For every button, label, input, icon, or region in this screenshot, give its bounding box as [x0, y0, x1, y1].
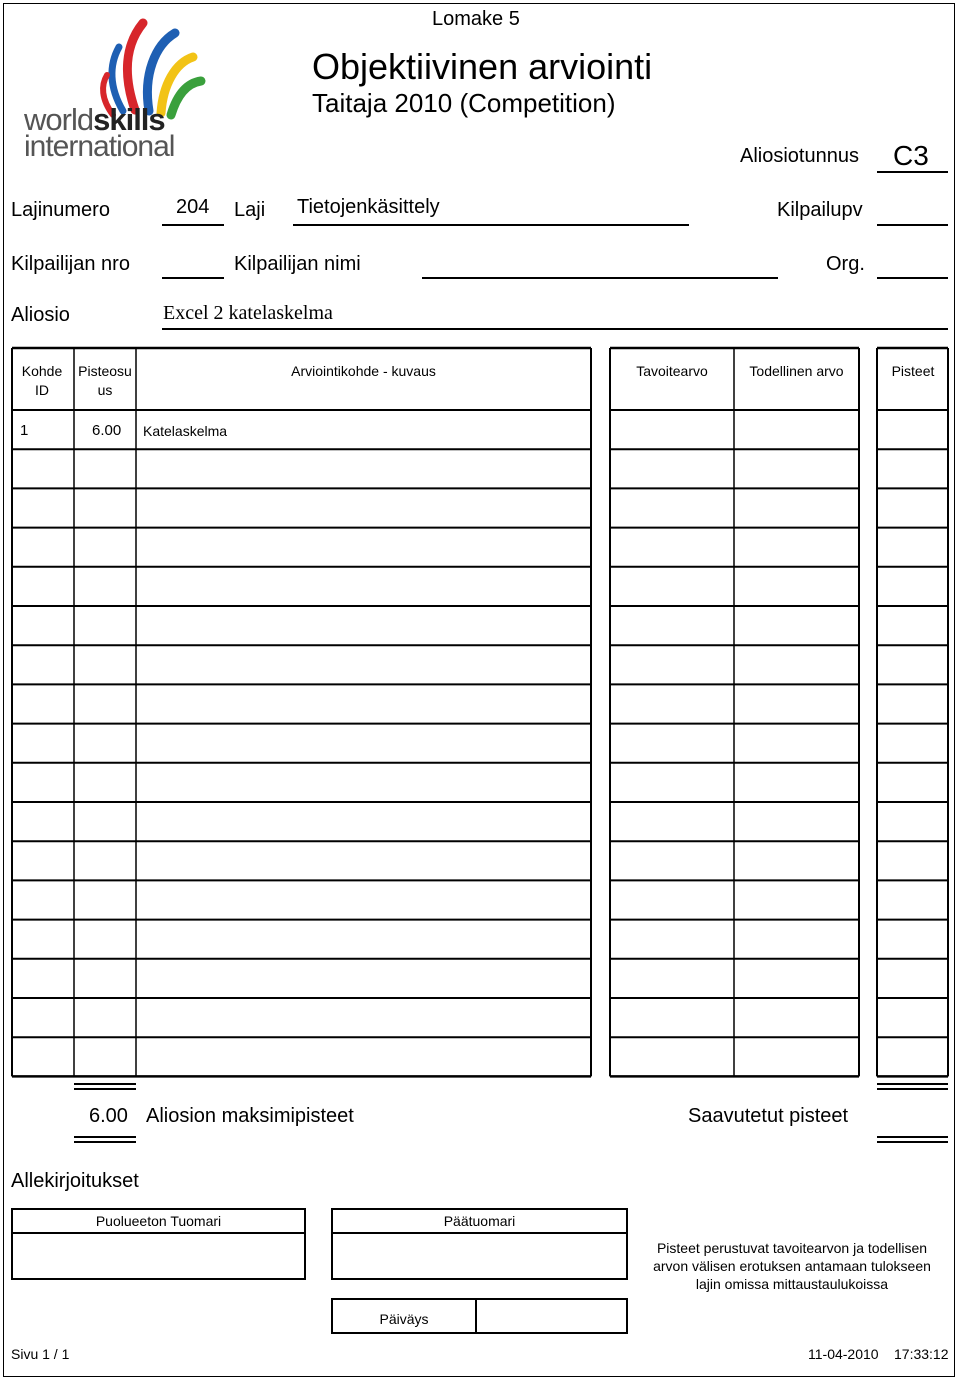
head-judge-signature-box[interactable]	[331, 1232, 628, 1280]
header-kohde-line1: Kohde	[21, 363, 63, 379]
aliosio-value[interactable]: Excel 2 katelaskelma	[163, 302, 333, 324]
logo-text-world: world	[24, 102, 94, 137]
header-kohde-id	[12, 362, 72, 400]
aliosiotunnus-value[interactable]: C3	[893, 140, 929, 171]
page-number: Sivu 1 / 1	[11, 1346, 70, 1362]
kilpailijan-nro-label: Kilpailijan nro	[11, 253, 130, 275]
head-judge-label: Päätuomari	[443, 1213, 516, 1229]
logo-text-international: international	[24, 130, 175, 163]
header-pisteet: Pisteet	[891, 363, 935, 379]
header-todellinen-arvo: Todellinen arvo	[749, 363, 844, 379]
header-kuvaus: Arviointikohde - kuvaus	[291, 363, 436, 379]
header-pisteosuus-line2: us	[97, 382, 113, 398]
max-points-value: 6.00	[89, 1105, 128, 1127]
form-id: Lomake 5	[432, 8, 520, 30]
page-subtitle: Taitaja 2010 (Competition)	[312, 88, 616, 118]
max-points-label: Aliosion maksimipisteet	[146, 1105, 354, 1127]
neutral-judge-label: Puolueeton Tuomari	[95, 1213, 222, 1229]
header-pisteosuus	[74, 362, 136, 400]
row-kuvaus: Katelaskelma	[143, 423, 228, 439]
header-tavoitearvo: Tavoitearvo	[636, 363, 708, 379]
scoring-note-line1: Pisteet perustuvat tavoitearvon ja todellisen	[656, 1240, 928, 1256]
header-kohde-line2: ID	[35, 382, 49, 398]
row-kohde-id: 1	[20, 422, 29, 439]
date-label: Päiväys	[379, 1311, 429, 1327]
scoring-note-line3: lajin omissa mittaustaulukoissa	[695, 1276, 889, 1292]
neutral-judge-header	[11, 1208, 306, 1234]
logo-text-skills: skills	[93, 102, 165, 137]
lajinumero-label: Lajinumero	[11, 199, 110, 221]
kilpailijan-nimi-label: Kilpailijan nimi	[234, 253, 361, 275]
achieved-points-label: Saavutetut pisteet	[688, 1105, 849, 1127]
date-input-box[interactable]	[475, 1298, 628, 1334]
neutral-judge-signature-box[interactable]	[11, 1232, 306, 1280]
footer-date: 11-04-2010	[808, 1346, 879, 1362]
scoring-note	[640, 1239, 944, 1293]
page-title: Objektiivinen arviointi	[312, 46, 653, 87]
aliosiotunnus-label: Aliosiotunnus	[740, 145, 859, 167]
laji-label: Laji	[234, 199, 266, 221]
header-pisteosuus-line1: Pisteosu	[78, 363, 132, 379]
head-judge-header	[331, 1208, 628, 1234]
date-label-box	[331, 1298, 477, 1334]
signatures-heading: Allekirjoitukset	[11, 1170, 139, 1192]
footer-time: 17:33:12	[894, 1346, 949, 1362]
aliosio-label: Aliosio	[11, 304, 70, 326]
laji-value[interactable]: Tietojenkäsittely	[297, 196, 440, 218]
kilpailupv-label: Kilpailupv	[777, 199, 863, 221]
scoring-note-line2: arvon välisen erotuksen antamaan tulokseen	[653, 1258, 931, 1274]
org-label: Org.	[826, 253, 865, 275]
lajinumero-value[interactable]: 204	[176, 196, 210, 218]
row-pisteosuus: 6.00	[92, 422, 122, 439]
